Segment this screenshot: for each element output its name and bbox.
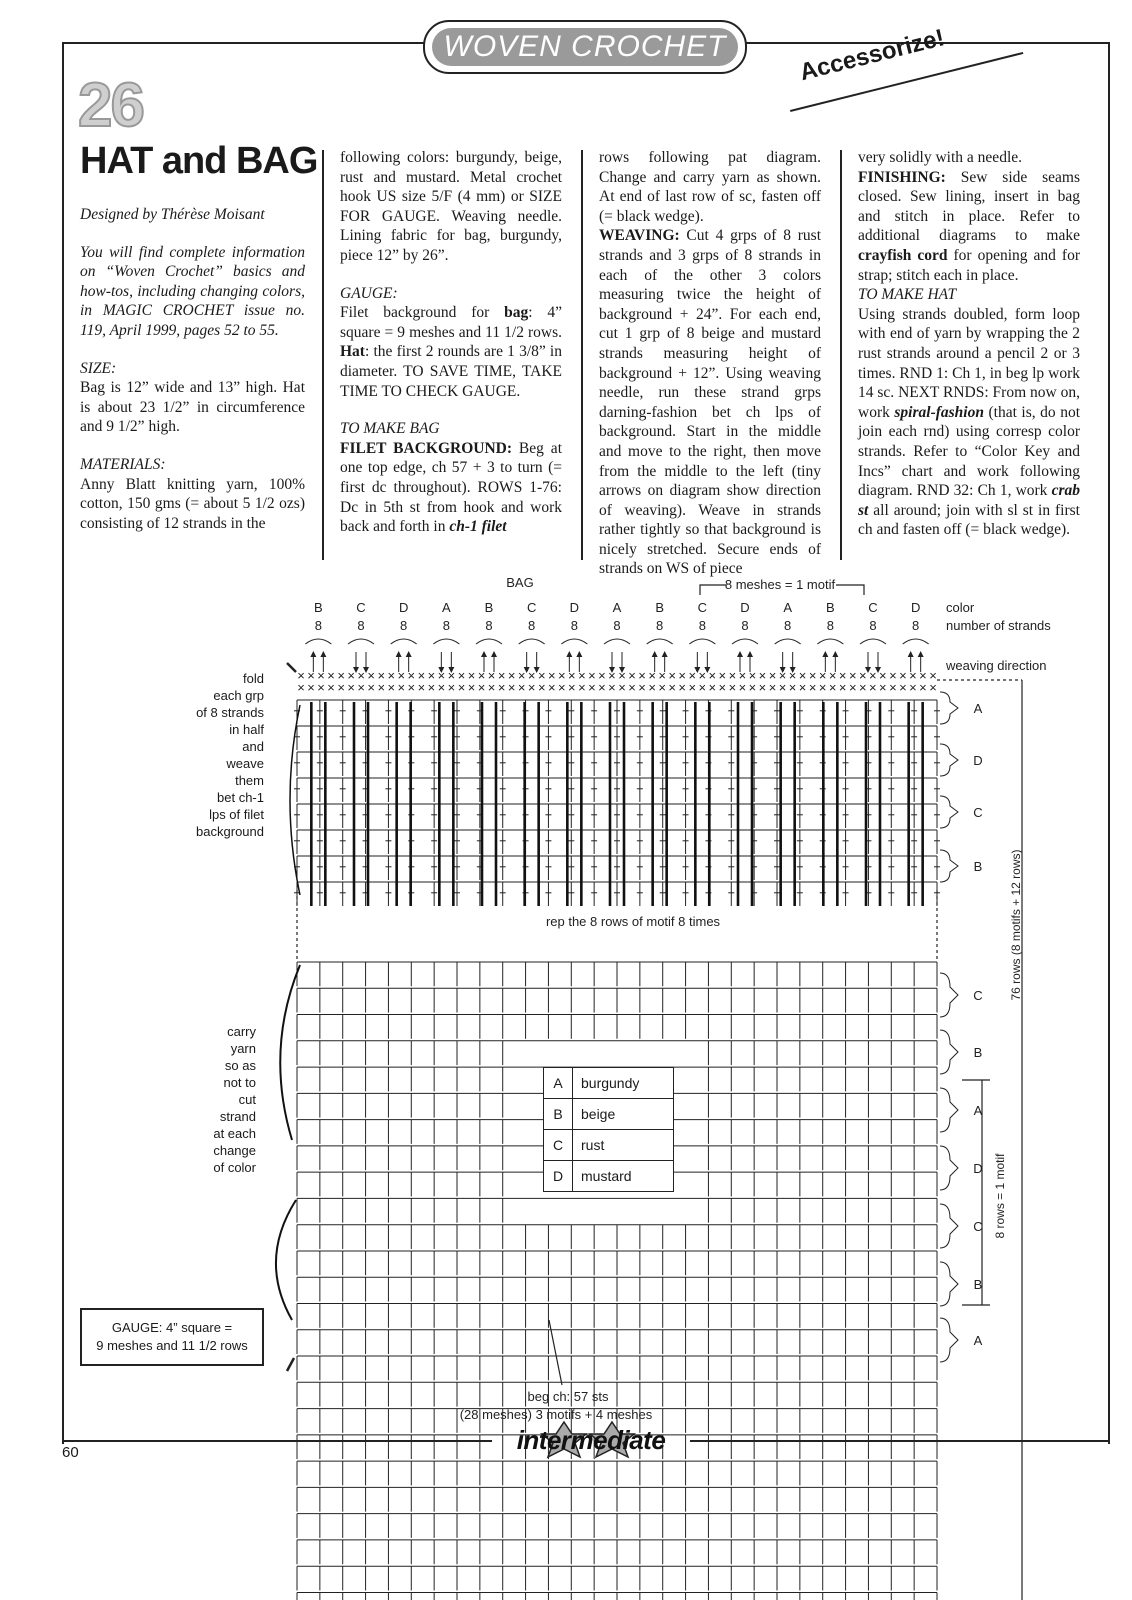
sc-stitch-mark: × bbox=[929, 668, 937, 683]
row-group-brace bbox=[940, 1088, 958, 1132]
column-color-label: C bbox=[526, 600, 537, 615]
row-group-letter: D bbox=[973, 753, 983, 768]
column-strand-count: 8 bbox=[528, 618, 536, 633]
sc-stitch-mark: × bbox=[919, 680, 927, 695]
sc-stitch-mark: × bbox=[337, 680, 345, 695]
sc-stitch-mark: × bbox=[879, 668, 887, 683]
sc-stitch-mark: × bbox=[547, 668, 556, 683]
carry-yarn-arc bbox=[276, 1200, 296, 1320]
column-color-label: A bbox=[783, 600, 793, 615]
key-letter: B bbox=[544, 1099, 573, 1130]
sc-stitch-mark: × bbox=[588, 680, 596, 695]
hat-text: Using strands doubled, form loop with end of yarn by wrapping the 2 rust strands around a pencil 2 or 3 times. RND 1: Ch 1, in beg lp work 14 sc. NEXT RNDS: From now on, work spiral-fashion (that is, do not join each rnd) using corresp color strands. Refer to “Color Key and Incs” chart and work following diagram. RND 32: Ch 1, work crab st all around; join with sl st in first ch and fasten off (= black wedge). bbox=[858, 305, 1080, 539]
carry-note-line: at each bbox=[213, 1126, 256, 1141]
row-group-letter: C bbox=[973, 1219, 983, 1234]
row-group-letter: A bbox=[973, 701, 983, 716]
sc-stitch-mark: × bbox=[778, 668, 787, 683]
weave-arrow-head bbox=[491, 651, 497, 657]
sc-stitch-mark: × bbox=[688, 668, 697, 683]
filet-continued: rows following pat diagram. Change and carry yarn as shown. At end of last row of sc, fasten off (= black wedge). bbox=[599, 149, 821, 225]
key-row bbox=[544, 1099, 674, 1130]
row-group-letter: B bbox=[973, 859, 983, 874]
column-color-label: A bbox=[612, 600, 622, 615]
weave-arrow-head bbox=[576, 651, 582, 657]
sc-stitch-mark: × bbox=[748, 668, 757, 683]
weave-arrow-head bbox=[747, 651, 753, 657]
sc-stitch-mark: × bbox=[838, 680, 847, 695]
sc-stitch-mark: × bbox=[889, 668, 897, 683]
sc-stitch-mark: × bbox=[517, 668, 526, 683]
key-color: beige bbox=[573, 1099, 674, 1130]
column-brace bbox=[689, 639, 715, 644]
column-brace bbox=[561, 639, 587, 644]
sc-stitch-mark: × bbox=[297, 668, 305, 683]
sc-stitch-mark: × bbox=[487, 668, 496, 683]
project-number: 26 bbox=[78, 71, 143, 140]
column-brace bbox=[732, 639, 758, 644]
sc-stitch-mark: × bbox=[467, 668, 476, 683]
carry-note-line: so as bbox=[224, 1058, 256, 1073]
sc-stitch-mark: × bbox=[357, 668, 365, 683]
column-color-label: B bbox=[655, 600, 665, 615]
carry-note-line: change bbox=[213, 1143, 256, 1158]
rows-motif-label: 8 rows = 1 motif bbox=[993, 1153, 1007, 1239]
carry-note-line: yarn bbox=[230, 1041, 256, 1056]
sc-stitch-mark: × bbox=[838, 668, 847, 683]
gauge-line-2: 9 meshes and 11 1/2 rows bbox=[96, 1338, 248, 1353]
sc-stitch-mark: × bbox=[387, 668, 396, 683]
sc-stitch-mark: × bbox=[808, 668, 817, 683]
column-strand-count: 8 bbox=[570, 618, 578, 633]
sc-stitch-mark: × bbox=[828, 668, 837, 683]
sc-stitch-mark: × bbox=[858, 668, 867, 683]
column-brace bbox=[519, 639, 545, 644]
sc-stitch-mark: × bbox=[347, 668, 355, 683]
sc-stitch-mark: × bbox=[377, 668, 386, 683]
sc-stitch-mark: × bbox=[517, 680, 526, 695]
sc-stitch-mark: × bbox=[668, 680, 676, 695]
sc-stitch-mark: × bbox=[427, 680, 436, 695]
key-color: mustard bbox=[573, 1161, 674, 1192]
sc-stitch-mark: × bbox=[738, 668, 747, 683]
sc-stitch-mark: × bbox=[708, 680, 717, 695]
fold-note-line: of 8 strands bbox=[196, 705, 264, 720]
sc-stitch-mark: × bbox=[698, 680, 707, 695]
column-strand-count: 8 bbox=[485, 618, 493, 633]
sc-stitch-mark: × bbox=[337, 668, 345, 683]
sc-stitch-mark: × bbox=[879, 680, 887, 695]
repeat-label: rep the 8 rows of motif 8 times bbox=[545, 914, 721, 929]
materials-continued: following colors: burgundy, beige, rust and mustard. Metal crochet hook US size 5/F (4 mm) or SIZE FOR GAUGE. Weaving needle. Lining fabric for bag, burgundy, piece 12” by 26”. bbox=[340, 149, 562, 264]
column-strand-count: 8 bbox=[869, 618, 877, 633]
sc-stitch-mark: × bbox=[848, 680, 857, 695]
weave-arrow-head bbox=[737, 651, 743, 657]
key-row bbox=[544, 1130, 674, 1161]
sc-stitch-mark: × bbox=[307, 680, 315, 695]
column-strand-count: 8 bbox=[357, 618, 365, 633]
column-brace bbox=[860, 639, 886, 644]
sc-stitch-mark: × bbox=[377, 680, 386, 695]
sc-stitch-mark: × bbox=[698, 668, 707, 683]
sc-stitch-mark: × bbox=[648, 680, 656, 695]
weave-arrow-head bbox=[832, 651, 838, 657]
column-color-label: D bbox=[569, 600, 580, 615]
key-letter: C bbox=[544, 1130, 573, 1161]
row-group-brace bbox=[940, 1030, 958, 1074]
column-strand-count: 8 bbox=[442, 618, 450, 633]
sc-stitch-mark: × bbox=[547, 680, 556, 695]
finishing-text: FINISHING: Sew side seams closed. Sew lining, insert in bag and stitch in place. Refer to additional diagrams to make crayfish cord for opening and for strap; stitch each in place. bbox=[858, 168, 1080, 284]
banner-text: WOVEN CROCHET bbox=[443, 30, 727, 63]
page-title: HAT and BAG bbox=[80, 140, 318, 182]
column-strand-count: 8 bbox=[698, 618, 706, 633]
sc-stitch-mark: × bbox=[808, 680, 817, 695]
sc-stitch-mark: × bbox=[628, 680, 636, 695]
make-bag-heading: TO MAKE BAG bbox=[340, 420, 440, 438]
column-strand-count: 8 bbox=[656, 618, 664, 633]
row-group-letter: A bbox=[973, 1103, 983, 1118]
sc-stitch-mark: × bbox=[768, 680, 777, 695]
sc-stitch-mark: × bbox=[788, 680, 797, 695]
sc-stitch-mark: × bbox=[407, 668, 416, 683]
gauge-heading: GAUGE: bbox=[340, 284, 398, 302]
fold-note-line: each grp bbox=[213, 688, 264, 703]
sc-stitch-mark: × bbox=[748, 680, 757, 695]
motif-label: 8 meshes = 1 motif bbox=[724, 577, 836, 592]
weave-arrow-head bbox=[652, 651, 658, 657]
sc-stitch-mark: × bbox=[347, 680, 355, 695]
row-group-brace bbox=[940, 692, 958, 724]
sc-stitch-mark: × bbox=[467, 680, 476, 695]
gauge-box bbox=[80, 1308, 264, 1366]
sc-stitch-mark: × bbox=[317, 668, 325, 683]
sc-stitch-mark: × bbox=[678, 668, 687, 683]
sc-stitch-mark: × bbox=[568, 680, 576, 695]
weaving-direction-label: weaving direction bbox=[946, 658, 1047, 673]
sc-stitch-mark: × bbox=[919, 668, 927, 683]
weaving-continued: very solidly with a needle. bbox=[858, 149, 1022, 166]
weaving-text: WEAVING: Cut 4 grps of 8 rust strands and 3 grps of 8 strands in each of the other 3 colors measuring twice the height of background + 24”. For each end, cut 1 grp of 8 beige and mustard strands measuring height of background + 12”. Using weaving needle, run these strand grps darning-fashion bet ch lps of background. Start in the middle and move to the right, then move from the middle to the left (tiny arrows on diagram show direction of weaving). Weave in strands rather tightly so that background is nicely stretched. Secure ends of strands on WS of piece bbox=[599, 227, 821, 578]
beg-ch-label: beg ch: 57 sts bbox=[527, 1389, 609, 1404]
carry-note-line: cut bbox=[238, 1092, 256, 1107]
weave-arrow-head bbox=[822, 651, 828, 657]
sc-stitch-mark: × bbox=[598, 680, 606, 695]
column-strand-count: 8 bbox=[613, 618, 621, 633]
sc-stitch-mark: × bbox=[658, 680, 666, 695]
column-color-label: C bbox=[697, 600, 708, 615]
row-group-brace bbox=[940, 796, 958, 828]
row-group-letter: B bbox=[973, 1277, 983, 1292]
key-row bbox=[544, 1068, 674, 1099]
sc-stitch-mark: × bbox=[417, 680, 426, 695]
column-brace bbox=[647, 639, 673, 644]
sc-stitch-mark: × bbox=[889, 680, 897, 695]
sc-stitch-mark: × bbox=[417, 668, 426, 683]
skill-level-badge bbox=[492, 1418, 690, 1462]
fold-note-line: weave bbox=[226, 756, 264, 771]
fold-note-line: lps of filet bbox=[209, 807, 264, 822]
sc-stitch-mark: × bbox=[648, 668, 656, 683]
sc-stitch-mark: × bbox=[507, 680, 516, 695]
column-strand-count: 8 bbox=[912, 618, 920, 633]
sc-stitch-mark: × bbox=[537, 680, 546, 695]
fold-note bbox=[178, 670, 264, 840]
column-strand-count: 8 bbox=[400, 618, 408, 633]
sc-stitch-mark: × bbox=[367, 680, 376, 695]
weave-arrow-head bbox=[662, 651, 668, 657]
row-group-letter: B bbox=[973, 1045, 983, 1060]
column-strand-count: 8 bbox=[826, 618, 834, 633]
sc-stitch-mark: × bbox=[788, 668, 797, 683]
weave-arrow-head bbox=[396, 651, 402, 657]
beg-ch-meshes-label: (28 meshes) 3 motifs + 4 meshes bbox=[459, 1407, 653, 1422]
sc-stitch-mark: × bbox=[507, 668, 516, 683]
row-group-letter: D bbox=[973, 1161, 983, 1176]
weave-arrow-head bbox=[310, 651, 316, 657]
sc-stitch-mark: × bbox=[387, 680, 396, 695]
column-brace bbox=[476, 639, 502, 644]
sc-stitch-mark: × bbox=[848, 668, 857, 683]
key-row bbox=[544, 1161, 674, 1192]
column-brace bbox=[391, 639, 417, 644]
sc-stitch-mark: × bbox=[487, 680, 496, 695]
carry-note bbox=[178, 1023, 256, 1176]
sc-stitch-mark: × bbox=[578, 668, 586, 683]
sc-stitch-mark: × bbox=[477, 680, 486, 695]
sc-stitch-mark: × bbox=[527, 668, 536, 683]
sc-stitch-mark: × bbox=[558, 680, 566, 695]
column-color-label: D bbox=[740, 600, 750, 615]
sc-stitch-mark: × bbox=[638, 680, 646, 695]
sc-stitch-mark: × bbox=[598, 668, 606, 683]
skill-level: intermediate bbox=[516, 1424, 666, 1455]
gauge-line-1: GAUGE: 4” square = bbox=[111, 1320, 233, 1335]
weave-arrow-head bbox=[406, 651, 412, 657]
sc-stitch-mark: × bbox=[618, 680, 626, 695]
column-brace bbox=[903, 639, 929, 644]
sc-stitch-mark: × bbox=[367, 668, 376, 683]
row-group-letter: A bbox=[973, 1333, 983, 1348]
sc-stitch-mark: × bbox=[929, 680, 937, 695]
sc-stitch-mark: × bbox=[718, 680, 727, 695]
sc-stitch-mark: × bbox=[778, 680, 787, 695]
make-hat-heading: TO MAKE HAT bbox=[858, 286, 957, 304]
sc-stitch-mark: × bbox=[738, 680, 747, 695]
color-key-table bbox=[543, 1067, 674, 1192]
column-strand-count: 8 bbox=[741, 618, 749, 633]
key-letter: A bbox=[544, 1068, 573, 1099]
sc-stitch-mark: × bbox=[437, 680, 446, 695]
column-color-label: A bbox=[441, 600, 451, 615]
row-group-brace bbox=[940, 744, 958, 776]
page-number: 60 bbox=[62, 1444, 79, 1461]
sc-stitch-mark: × bbox=[758, 680, 767, 695]
sc-stitch-mark: × bbox=[608, 668, 616, 683]
sc-stitch-mark: × bbox=[578, 680, 586, 695]
column-brace bbox=[604, 639, 630, 644]
row-group-brace bbox=[940, 973, 958, 1017]
sc-stitch-mark: × bbox=[307, 668, 315, 683]
sc-stitch-mark: × bbox=[527, 680, 536, 695]
row-group-brace bbox=[940, 1318, 958, 1362]
sc-stitch-mark: × bbox=[497, 680, 506, 695]
sc-stitch-mark: × bbox=[297, 680, 305, 695]
column-color-label: B bbox=[313, 600, 323, 615]
column-color-label: C bbox=[356, 600, 366, 615]
sc-stitch-mark: × bbox=[869, 680, 877, 695]
column-color-label: C bbox=[868, 600, 878, 615]
column-color-label: B bbox=[825, 600, 835, 615]
weave-arrow-head bbox=[566, 651, 572, 657]
sc-stitch-mark: × bbox=[537, 668, 546, 683]
sc-stitch-mark: × bbox=[899, 668, 907, 683]
sc-stitch-mark: × bbox=[628, 668, 636, 683]
color-label: color bbox=[946, 600, 975, 615]
column-brace bbox=[305, 639, 331, 644]
column-brace bbox=[775, 639, 801, 644]
row-group-letter: C bbox=[973, 805, 983, 820]
column-strand-count: 8 bbox=[314, 618, 322, 633]
sc-stitch-mark: × bbox=[899, 680, 907, 695]
materials-text: Anny Blatt knitting yarn, 100% cotton, 150 gms (= about 5 1/2 ozs) consisting of 12 strands in the bbox=[80, 475, 305, 532]
row-group-brace bbox=[940, 1204, 958, 1248]
sc-stitch-mark: × bbox=[818, 668, 827, 683]
sc-stitch-mark: × bbox=[588, 668, 596, 683]
sc-stitch-mark: × bbox=[477, 668, 486, 683]
gauge-text: Filet background for bag: 4” square = 9 meshes and 11 1/2 rows. Hat: the first 2 rounds are 1 3/8” in diameter. TO SAVE TIME, TAKE TIME TO CHECK GAUGE. bbox=[340, 304, 563, 400]
sc-stitch-mark: × bbox=[558, 668, 566, 683]
sc-stitch-mark: × bbox=[798, 668, 807, 683]
sc-stitch-mark: × bbox=[437, 668, 446, 683]
key-color: rust bbox=[573, 1130, 674, 1161]
row-group-brace bbox=[940, 850, 958, 882]
sc-stitch-mark: × bbox=[828, 680, 837, 695]
sc-stitch-mark: × bbox=[858, 680, 867, 695]
sc-stitch-mark: × bbox=[728, 668, 737, 683]
fold-note-line: fold bbox=[243, 671, 264, 686]
sc-stitch-mark: × bbox=[668, 668, 676, 683]
sc-stitch-mark: × bbox=[618, 668, 626, 683]
rows-total-label: 76 rows (8 motifs + 12 rows) bbox=[1009, 849, 1023, 1001]
sc-stitch-mark: × bbox=[447, 680, 456, 695]
sc-stitch-mark: × bbox=[427, 668, 436, 683]
sc-stitch-mark: × bbox=[909, 680, 917, 695]
weave-arrow-head bbox=[481, 651, 487, 657]
sc-stitch-mark: × bbox=[397, 668, 406, 683]
sc-stitch-mark: × bbox=[818, 680, 827, 695]
strands-label: number of strands bbox=[946, 618, 1051, 633]
sc-stitch-mark: × bbox=[758, 668, 767, 683]
carry-note-line: strand bbox=[219, 1109, 256, 1124]
sc-stitch-mark: × bbox=[728, 680, 737, 695]
sc-stitch-mark: × bbox=[909, 668, 917, 683]
sc-stitch-mark: × bbox=[447, 668, 456, 683]
column-strand-count: 8 bbox=[784, 618, 792, 633]
sc-stitch-mark: × bbox=[708, 668, 717, 683]
carry-note-line: carry bbox=[227, 1024, 256, 1039]
sc-stitch-mark: × bbox=[327, 668, 335, 683]
sc-stitch-mark: × bbox=[718, 668, 727, 683]
column-brace bbox=[817, 639, 843, 644]
fold-note-line: in half bbox=[229, 722, 264, 737]
sc-stitch-mark: × bbox=[327, 680, 335, 695]
sc-stitch-mark: × bbox=[608, 680, 616, 695]
filet-text: FILET BACKGROUND: Beg at one top edge, ch 57 + 3 to turn (= first dc throughout). ROWS 1-76: Dc in 5th st from hook and work back and forth in ch-1 filet bbox=[340, 439, 562, 536]
sc-stitch-mark: × bbox=[798, 680, 807, 695]
row-group-brace bbox=[940, 1146, 958, 1190]
fold-note-line: and bbox=[242, 739, 264, 754]
column-color-label: D bbox=[398, 600, 409, 615]
column-brace bbox=[348, 639, 374, 644]
size-heading: SIZE: bbox=[80, 359, 117, 377]
fold-note-line: bet ch-1 bbox=[217, 790, 264, 805]
weave-arrow-head bbox=[320, 651, 326, 657]
sc-stitch-mark: × bbox=[497, 668, 506, 683]
weave-arrow-head bbox=[908, 651, 914, 657]
key-letter: D bbox=[544, 1161, 573, 1192]
sc-stitch-mark: × bbox=[317, 680, 325, 695]
sc-stitch-mark: × bbox=[638, 668, 646, 683]
column-color-label: D bbox=[910, 600, 921, 615]
column-color-label: B bbox=[484, 600, 494, 615]
bag-label: BAG bbox=[506, 575, 534, 590]
sc-stitch-mark: × bbox=[457, 680, 466, 695]
key-color: burgundy bbox=[573, 1068, 674, 1099]
sc-stitch-mark: × bbox=[407, 680, 416, 695]
accessorize-tag: Accessorize! bbox=[797, 24, 948, 87]
row-group-letter: C bbox=[973, 988, 983, 1003]
materials-heading: MATERIALS: bbox=[80, 455, 166, 473]
sc-stitch-mark: × bbox=[678, 680, 687, 695]
sc-stitch-mark: × bbox=[768, 668, 777, 683]
column-brace bbox=[433, 639, 459, 644]
sc-stitch-mark: × bbox=[457, 668, 466, 683]
sc-stitch-mark: × bbox=[658, 668, 666, 683]
designer-credit: Designed by Thérèse Moisant bbox=[80, 206, 265, 223]
carry-note-line: of color bbox=[213, 1160, 256, 1175]
sc-stitch-mark: × bbox=[688, 680, 697, 695]
sc-stitch-mark: × bbox=[568, 668, 576, 683]
weave-arrow-head bbox=[918, 651, 924, 657]
fold-note-line: them bbox=[235, 773, 264, 788]
sc-stitch-mark: × bbox=[357, 680, 365, 695]
fold-note-line: background bbox=[196, 824, 264, 839]
row-group-brace bbox=[940, 1262, 958, 1306]
sc-stitch-mark: × bbox=[869, 668, 877, 683]
sc-stitch-mark: × bbox=[397, 680, 406, 695]
size-text: Bag is 12” wide and 13” high. Hat is about 23 1/2” in circumference and 9 1/2” high. bbox=[80, 379, 305, 436]
carry-note-line: not to bbox=[223, 1075, 256, 1090]
intro-text: You will find complete information on “Woven Crochet” basics and how-tos, including changing colors, in MAGIC CROCHET issue no. 119, April 1999, pages 52 to 55. bbox=[80, 243, 305, 339]
